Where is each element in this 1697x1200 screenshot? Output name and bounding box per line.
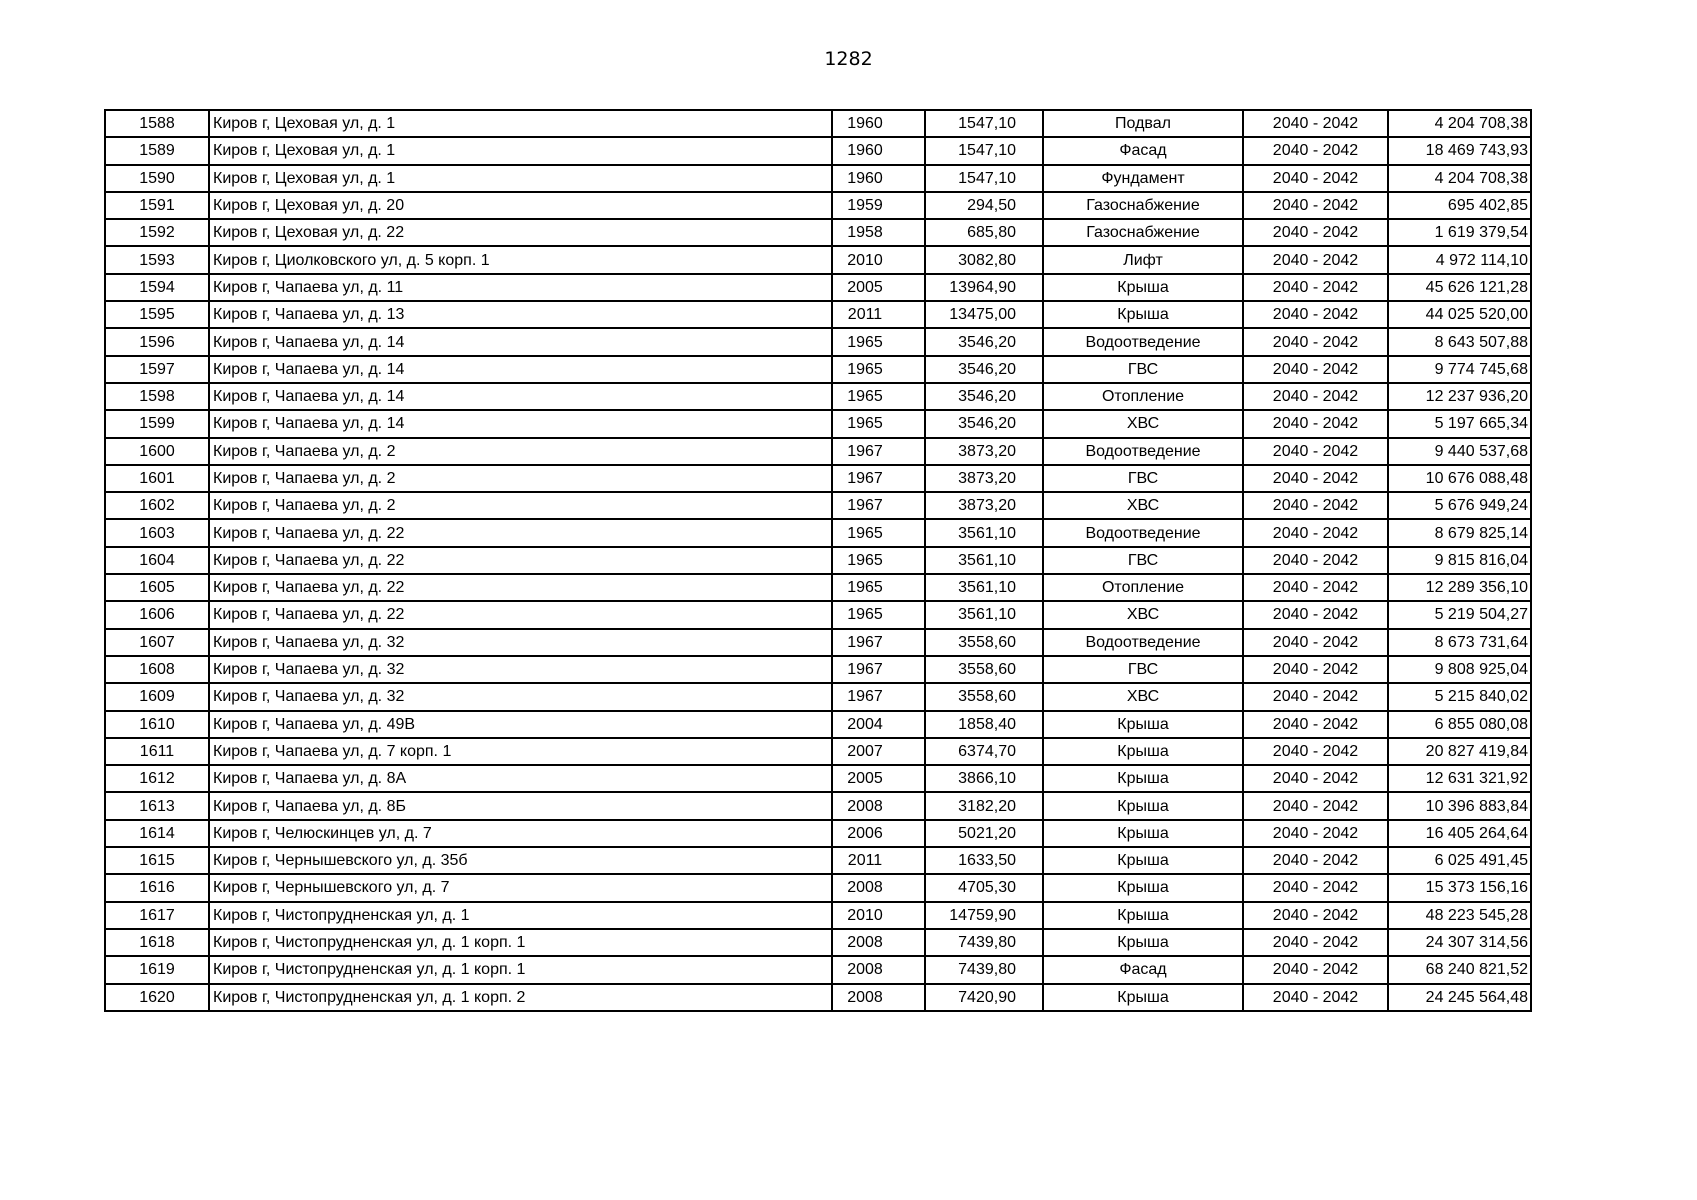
- year-cell: 2010: [832, 902, 925, 929]
- cost-cell: 5 215 840,02: [1388, 683, 1531, 710]
- row-number: 1619: [105, 956, 209, 983]
- work-type-cell: Водоотведение: [1043, 328, 1243, 355]
- area-cell: 3546,20: [925, 410, 1043, 437]
- work-type-cell: Крыша: [1043, 847, 1243, 874]
- area-cell: 1547,10: [925, 137, 1043, 164]
- area-cell: 3558,60: [925, 683, 1043, 710]
- area-cell: 3558,60: [925, 656, 1043, 683]
- row-number: 1602: [105, 492, 209, 519]
- work-type-cell: Отопление: [1043, 383, 1243, 410]
- year-cell: 2010: [832, 246, 925, 273]
- table-row: [105, 219, 1531, 246]
- table-row: [105, 629, 1531, 656]
- table-row: [105, 246, 1531, 273]
- address-cell: Киров г, Чистопрудненская ул, д. 1: [209, 902, 832, 929]
- cost-cell: 10 676 088,48: [1388, 465, 1531, 492]
- period-cell: 2040 - 2042: [1243, 683, 1388, 710]
- table-row: [105, 192, 1531, 219]
- work-type-cell: Крыша: [1043, 929, 1243, 956]
- period-cell: 2040 - 2042: [1243, 711, 1388, 738]
- cost-cell: 4 972 114,10: [1388, 246, 1531, 273]
- cost-cell: 12 237 936,20: [1388, 383, 1531, 410]
- period-cell: 2040 - 2042: [1243, 110, 1388, 137]
- area-cell: 3182,20: [925, 792, 1043, 819]
- address-cell: Киров г, Циолковского ул, д. 5 корп. 1: [209, 246, 832, 273]
- period-cell: 2040 - 2042: [1243, 629, 1388, 656]
- year-cell: 2008: [832, 956, 925, 983]
- address-cell: Киров г, Чапаева ул, д. 14: [209, 356, 832, 383]
- area-cell: 1858,40: [925, 711, 1043, 738]
- table-row: [105, 574, 1531, 601]
- cost-cell: 9 808 925,04: [1388, 656, 1531, 683]
- address-cell: Киров г, Цеховая ул, д. 22: [209, 219, 832, 246]
- work-type-cell: ХВС: [1043, 601, 1243, 628]
- cost-cell: 12 289 356,10: [1388, 574, 1531, 601]
- address-cell: Киров г, Чапаева ул, д. 2: [209, 492, 832, 519]
- work-type-cell: ХВС: [1043, 492, 1243, 519]
- area-cell: 3558,60: [925, 629, 1043, 656]
- row-number: 1620: [105, 984, 209, 1011]
- address-cell: Киров г, Чернышевского ул, д. 35б: [209, 847, 832, 874]
- work-type-cell: ГВС: [1043, 356, 1243, 383]
- work-type-cell: Газоснабжение: [1043, 219, 1243, 246]
- row-number: 1599: [105, 410, 209, 437]
- area-cell: 3546,20: [925, 356, 1043, 383]
- year-cell: 1965: [832, 383, 925, 410]
- area-cell: 3561,10: [925, 547, 1043, 574]
- table-row: [105, 519, 1531, 546]
- table-row: [105, 738, 1531, 765]
- row-number: 1601: [105, 465, 209, 492]
- year-cell: 2011: [832, 301, 925, 328]
- row-number: 1607: [105, 629, 209, 656]
- row-number: 1618: [105, 929, 209, 956]
- cost-cell: 8 673 731,64: [1388, 629, 1531, 656]
- area-cell: 6374,70: [925, 738, 1043, 765]
- work-type-cell: Водоотведение: [1043, 519, 1243, 546]
- work-type-cell: Крыша: [1043, 792, 1243, 819]
- area-cell: 3082,80: [925, 246, 1043, 273]
- year-cell: 1965: [832, 356, 925, 383]
- row-number: 1588: [105, 110, 209, 137]
- table-row: [105, 711, 1531, 738]
- row-number: 1589: [105, 137, 209, 164]
- address-cell: Киров г, Чапаева ул, д. 32: [209, 683, 832, 710]
- row-number: 1593: [105, 246, 209, 273]
- table-row: [105, 847, 1531, 874]
- work-type-cell: Фундамент: [1043, 165, 1243, 192]
- address-cell: Киров г, Чапаева ул, д. 14: [209, 410, 832, 437]
- work-type-cell: Крыша: [1043, 874, 1243, 901]
- address-cell: Киров г, Чапаева ул, д. 49В: [209, 711, 832, 738]
- period-cell: 2040 - 2042: [1243, 137, 1388, 164]
- work-type-cell: Водоотведение: [1043, 438, 1243, 465]
- period-cell: 2040 - 2042: [1243, 929, 1388, 956]
- table-row: [105, 383, 1531, 410]
- row-number: 1592: [105, 219, 209, 246]
- area-cell: 3546,20: [925, 383, 1043, 410]
- table-row: [105, 410, 1531, 437]
- work-type-cell: Подвал: [1043, 110, 1243, 137]
- period-cell: 2040 - 2042: [1243, 820, 1388, 847]
- repair-schedule-table: [104, 109, 1532, 1012]
- period-cell: 2040 - 2042: [1243, 765, 1388, 792]
- row-number: 1595: [105, 301, 209, 328]
- address-cell: Киров г, Чапаева ул, д. 2: [209, 465, 832, 492]
- period-cell: 2040 - 2042: [1243, 192, 1388, 219]
- year-cell: 1965: [832, 410, 925, 437]
- area-cell: 14759,90: [925, 902, 1043, 929]
- work-type-cell: Фасад: [1043, 137, 1243, 164]
- work-type-cell: Лифт: [1043, 246, 1243, 273]
- work-type-cell: Крыша: [1043, 765, 1243, 792]
- year-cell: 1967: [832, 683, 925, 710]
- address-cell: Киров г, Чапаева ул, д. 8Б: [209, 792, 832, 819]
- year-cell: 2005: [832, 274, 925, 301]
- row-number: 1605: [105, 574, 209, 601]
- row-number: 1600: [105, 438, 209, 465]
- row-number: 1591: [105, 192, 209, 219]
- address-cell: Киров г, Цеховая ул, д. 1: [209, 137, 832, 164]
- area-cell: 7439,80: [925, 929, 1043, 956]
- area-cell: 1633,50: [925, 847, 1043, 874]
- address-cell: Киров г, Чапаева ул, д. 22: [209, 601, 832, 628]
- row-number: 1614: [105, 820, 209, 847]
- cost-cell: 9 440 537,68: [1388, 438, 1531, 465]
- year-cell: 2008: [832, 929, 925, 956]
- row-number: 1610: [105, 711, 209, 738]
- cost-cell: 24 245 564,48: [1388, 984, 1531, 1011]
- area-cell: 3561,10: [925, 519, 1043, 546]
- cost-cell: 16 405 264,64: [1388, 820, 1531, 847]
- work-type-cell: Крыша: [1043, 301, 1243, 328]
- row-number: 1611: [105, 738, 209, 765]
- work-type-cell: Отопление: [1043, 574, 1243, 601]
- period-cell: 2040 - 2042: [1243, 383, 1388, 410]
- period-cell: 2040 - 2042: [1243, 438, 1388, 465]
- row-number: 1597: [105, 356, 209, 383]
- year-cell: 1959: [832, 192, 925, 219]
- period-cell: 2040 - 2042: [1243, 902, 1388, 929]
- work-type-cell: ХВС: [1043, 410, 1243, 437]
- cost-cell: 18 469 743,93: [1388, 137, 1531, 164]
- row-number: 1615: [105, 847, 209, 874]
- address-cell: Киров г, Чапаева ул, д. 32: [209, 629, 832, 656]
- year-cell: 2007: [832, 738, 925, 765]
- area-cell: 1547,10: [925, 110, 1043, 137]
- year-cell: 1965: [832, 601, 925, 628]
- period-cell: 2040 - 2042: [1243, 574, 1388, 601]
- period-cell: 2040 - 2042: [1243, 601, 1388, 628]
- year-cell: 2006: [832, 820, 925, 847]
- cost-cell: 695 402,85: [1388, 192, 1531, 219]
- year-cell: 2008: [832, 984, 925, 1011]
- period-cell: 2040 - 2042: [1243, 301, 1388, 328]
- table-row: [105, 356, 1531, 383]
- cost-cell: 68 240 821,52: [1388, 956, 1531, 983]
- cost-cell: 8 643 507,88: [1388, 328, 1531, 355]
- period-cell: 2040 - 2042: [1243, 984, 1388, 1011]
- cost-cell: 4 204 708,38: [1388, 110, 1531, 137]
- work-type-cell: ГВС: [1043, 547, 1243, 574]
- year-cell: 1967: [832, 656, 925, 683]
- row-number: 1604: [105, 547, 209, 574]
- address-cell: Киров г, Чапаева ул, д. 14: [209, 383, 832, 410]
- year-cell: 2011: [832, 847, 925, 874]
- year-cell: 1967: [832, 438, 925, 465]
- period-cell: 2040 - 2042: [1243, 274, 1388, 301]
- address-cell: Киров г, Чапаева ул, д. 22: [209, 519, 832, 546]
- row-number: 1616: [105, 874, 209, 901]
- row-number: 1609: [105, 683, 209, 710]
- area-cell: 1547,10: [925, 165, 1043, 192]
- work-type-cell: Крыша: [1043, 711, 1243, 738]
- year-cell: 2008: [832, 792, 925, 819]
- work-type-cell: ГВС: [1043, 656, 1243, 683]
- work-type-cell: Фасад: [1043, 956, 1243, 983]
- area-cell: 4705,30: [925, 874, 1043, 901]
- period-cell: 2040 - 2042: [1243, 656, 1388, 683]
- work-type-cell: Крыша: [1043, 984, 1243, 1011]
- address-cell: Киров г, Чапаева ул, д. 22: [209, 574, 832, 601]
- year-cell: 1960: [832, 165, 925, 192]
- area-cell: 3873,20: [925, 465, 1043, 492]
- address-cell: Киров г, Чистопрудненская ул, д. 1 корп. 1: [209, 956, 832, 983]
- row-number: 1590: [105, 165, 209, 192]
- cost-cell: 6 855 080,08: [1388, 711, 1531, 738]
- period-cell: 2040 - 2042: [1243, 956, 1388, 983]
- year-cell: 2008: [832, 874, 925, 901]
- cost-cell: 4 204 708,38: [1388, 165, 1531, 192]
- area-cell: 3546,20: [925, 328, 1043, 355]
- table-row: [105, 683, 1531, 710]
- table-row: [105, 984, 1531, 1011]
- year-cell: 2004: [832, 711, 925, 738]
- work-type-cell: Водоотведение: [1043, 629, 1243, 656]
- period-cell: 2040 - 2042: [1243, 738, 1388, 765]
- year-cell: 1965: [832, 547, 925, 574]
- period-cell: 2040 - 2042: [1243, 328, 1388, 355]
- table-row: [105, 301, 1531, 328]
- period-cell: 2040 - 2042: [1243, 465, 1388, 492]
- area-cell: 3873,20: [925, 492, 1043, 519]
- cost-cell: 8 679 825,14: [1388, 519, 1531, 546]
- area-cell: 294,50: [925, 192, 1043, 219]
- cost-cell: 9 774 745,68: [1388, 356, 1531, 383]
- address-cell: Киров г, Чапаева ул, д. 11: [209, 274, 832, 301]
- address-cell: Киров г, Чапаева ул, д. 7 корп. 1: [209, 738, 832, 765]
- table-row: [105, 656, 1531, 683]
- row-number: 1598: [105, 383, 209, 410]
- table-body: [105, 110, 1531, 1011]
- work-type-cell: Крыша: [1043, 820, 1243, 847]
- period-cell: 2040 - 2042: [1243, 246, 1388, 273]
- area-cell: 7420,90: [925, 984, 1043, 1011]
- cost-cell: 48 223 545,28: [1388, 902, 1531, 929]
- cost-cell: 20 827 419,84: [1388, 738, 1531, 765]
- area-cell: 7439,80: [925, 956, 1043, 983]
- period-cell: 2040 - 2042: [1243, 165, 1388, 192]
- row-number: 1608: [105, 656, 209, 683]
- address-cell: Киров г, Цеховая ул, д. 1: [209, 110, 832, 137]
- row-number: 1613: [105, 792, 209, 819]
- cost-cell: 1 619 379,54: [1388, 219, 1531, 246]
- table-row: [105, 328, 1531, 355]
- address-cell: Киров г, Чернышевского ул, д. 7: [209, 874, 832, 901]
- address-cell: Киров г, Чапаева ул, д. 8А: [209, 765, 832, 792]
- period-cell: 2040 - 2042: [1243, 519, 1388, 546]
- cost-cell: 6 025 491,45: [1388, 847, 1531, 874]
- table-row: [105, 601, 1531, 628]
- period-cell: 2040 - 2042: [1243, 792, 1388, 819]
- area-cell: 3873,20: [925, 438, 1043, 465]
- year-cell: 1967: [832, 492, 925, 519]
- table-row: [105, 137, 1531, 164]
- table-row: [105, 902, 1531, 929]
- period-cell: 2040 - 2042: [1243, 356, 1388, 383]
- period-cell: 2040 - 2042: [1243, 847, 1388, 874]
- row-number: 1612: [105, 765, 209, 792]
- address-cell: Киров г, Чапаева ул, д. 22: [209, 547, 832, 574]
- table-row: [105, 438, 1531, 465]
- year-cell: 1960: [832, 110, 925, 137]
- address-cell: Киров г, Чистопрудненская ул, д. 1 корп. 1: [209, 929, 832, 956]
- table-row: [105, 165, 1531, 192]
- area-cell: 685,80: [925, 219, 1043, 246]
- table-row: [105, 956, 1531, 983]
- address-cell: Киров г, Чистопрудненская ул, д. 1 корп. 2: [209, 984, 832, 1011]
- year-cell: 1960: [832, 137, 925, 164]
- address-cell: Киров г, Чапаева ул, д. 32: [209, 656, 832, 683]
- period-cell: 2040 - 2042: [1243, 874, 1388, 901]
- year-cell: 1958: [832, 219, 925, 246]
- period-cell: 2040 - 2042: [1243, 492, 1388, 519]
- cost-cell: 5 219 504,27: [1388, 601, 1531, 628]
- period-cell: 2040 - 2042: [1243, 547, 1388, 574]
- table-row: [105, 874, 1531, 901]
- row-number: 1617: [105, 902, 209, 929]
- cost-cell: 12 631 321,92: [1388, 765, 1531, 792]
- address-cell: Киров г, Челюскинцев ул, д. 7: [209, 820, 832, 847]
- cost-cell: 45 626 121,28: [1388, 274, 1531, 301]
- cost-cell: 15 373 156,16: [1388, 874, 1531, 901]
- table-row: [105, 765, 1531, 792]
- cost-cell: 44 025 520,00: [1388, 301, 1531, 328]
- area-cell: 5021,20: [925, 820, 1043, 847]
- area-cell: 3561,10: [925, 601, 1043, 628]
- year-cell: 1965: [832, 328, 925, 355]
- work-type-cell: ХВС: [1043, 683, 1243, 710]
- table-row: [105, 110, 1531, 137]
- table-row: [105, 492, 1531, 519]
- row-number: 1596: [105, 328, 209, 355]
- page-number: 1282: [824, 48, 873, 70]
- cost-cell: 10 396 883,84: [1388, 792, 1531, 819]
- row-number: 1594: [105, 274, 209, 301]
- cost-cell: 5 676 949,24: [1388, 492, 1531, 519]
- address-cell: Киров г, Чапаева ул, д. 14: [209, 328, 832, 355]
- table-row: [105, 929, 1531, 956]
- area-cell: 13964,90: [925, 274, 1043, 301]
- row-number: 1603: [105, 519, 209, 546]
- area-cell: 3561,10: [925, 574, 1043, 601]
- work-type-cell: Крыша: [1043, 274, 1243, 301]
- address-cell: Киров г, Цеховая ул, д. 20: [209, 192, 832, 219]
- address-cell: Киров г, Цеховая ул, д. 1: [209, 165, 832, 192]
- cost-cell: 5 197 665,34: [1388, 410, 1531, 437]
- work-type-cell: Газоснабжение: [1043, 192, 1243, 219]
- year-cell: 1967: [832, 465, 925, 492]
- work-type-cell: Крыша: [1043, 902, 1243, 929]
- table-row: [105, 820, 1531, 847]
- year-cell: 1965: [832, 574, 925, 601]
- year-cell: 1967: [832, 629, 925, 656]
- work-type-cell: ГВС: [1043, 465, 1243, 492]
- year-cell: 1965: [832, 519, 925, 546]
- table-row: [105, 792, 1531, 819]
- row-number: 1606: [105, 601, 209, 628]
- work-type-cell: Крыша: [1043, 738, 1243, 765]
- area-cell: 13475,00: [925, 301, 1043, 328]
- area-cell: 3866,10: [925, 765, 1043, 792]
- cost-cell: 24 307 314,56: [1388, 929, 1531, 956]
- table-row: [105, 547, 1531, 574]
- year-cell: 2005: [832, 765, 925, 792]
- table-row: [105, 274, 1531, 301]
- period-cell: 2040 - 2042: [1243, 410, 1388, 437]
- table-row: [105, 465, 1531, 492]
- address-cell: Киров г, Чапаева ул, д. 2: [209, 438, 832, 465]
- period-cell: 2040 - 2042: [1243, 219, 1388, 246]
- cost-cell: 9 815 816,04: [1388, 547, 1531, 574]
- address-cell: Киров г, Чапаева ул, д. 13: [209, 301, 832, 328]
